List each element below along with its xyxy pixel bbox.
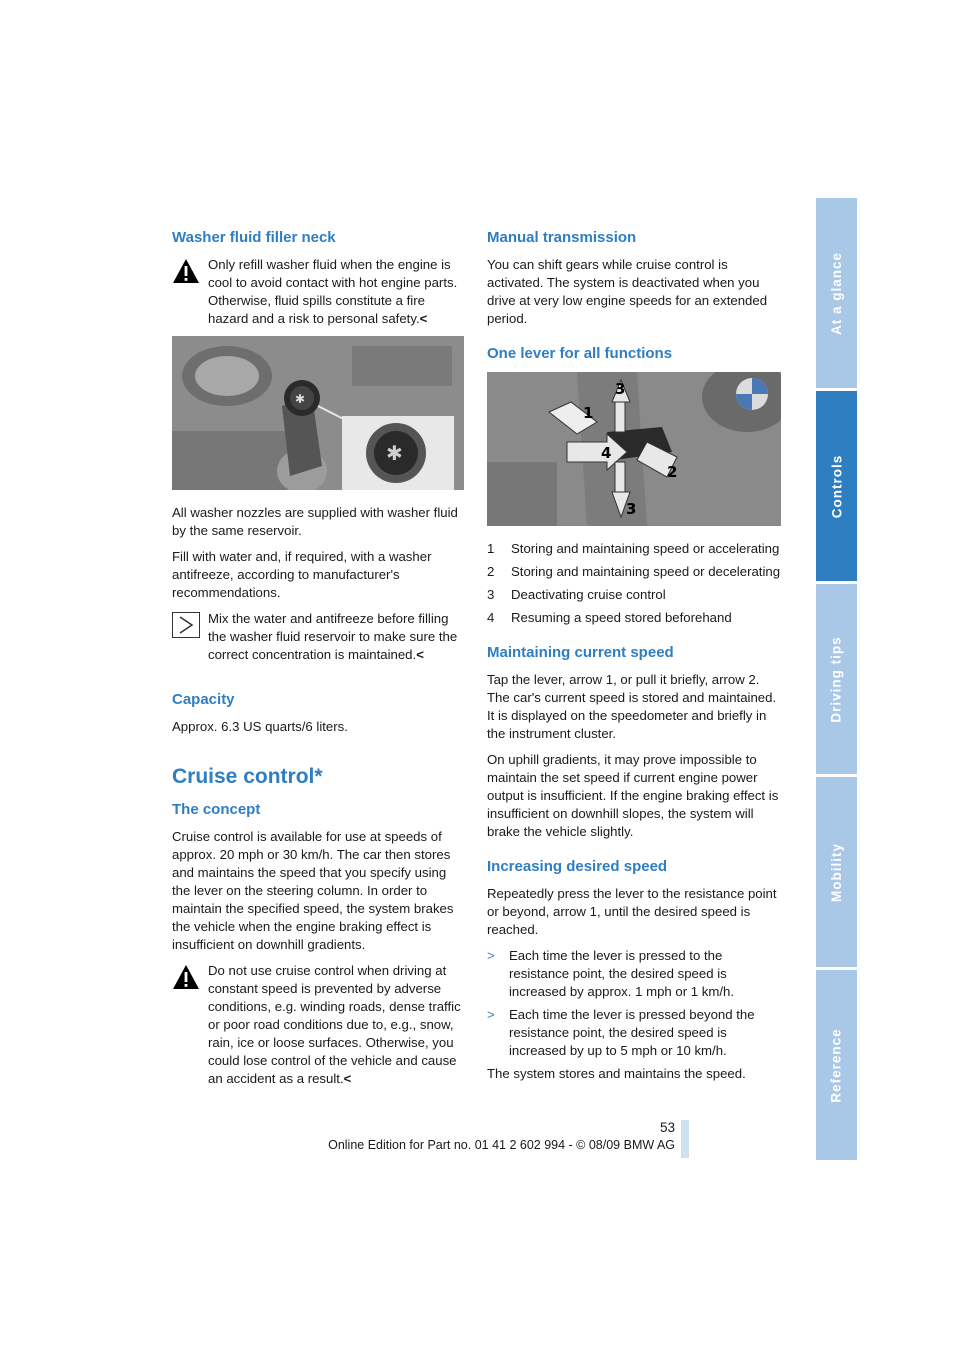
svg-text:✱: ✱: [386, 441, 403, 465]
mix-info-note: [172, 610, 464, 664]
cruise-lever-figure: [487, 372, 781, 526]
warning-icon: [172, 258, 200, 284]
increasing-speed-text: Repeatedly press the lever to the resistance point or beyond, arrow 1, until the desired speed is reached.: [487, 886, 777, 937]
figure-label-1: 1: [583, 404, 594, 422]
maintaining-speed-text: Tap the lever, arrow 1, or pull it briefly, arrow 2. The car's current speed is stored and maintained. It is displayed on the speedometer and briefly in the instrument cluster.: [487, 672, 777, 741]
tab-mobility[interactable]: Mobility: [816, 777, 857, 967]
maintaining-speed-heading: Maintaining current speed: [487, 644, 674, 661]
info-arrow-icon: [172, 612, 200, 638]
page-number: 53: [659, 1120, 675, 1135]
figure-label-3-top: 3: [615, 380, 626, 398]
capacity-text: Approx. 6.3 US quarts/6 liters.: [172, 719, 348, 734]
end-mark: <: [416, 647, 424, 662]
mix-note-text: Mix the water and antifreeze before filling the washer fluid reservoir to make sure the correct concentration is maintained.: [208, 611, 458, 662]
uphill-text: On uphill gradients, it may prove impossible to maintain the set speed if current engine power output is insufficient. If the engine braking effect is insufficient on downhill slopes, the system will brake the vehicle slightly.: [487, 752, 779, 839]
steering-lever-illustration: [487, 372, 781, 526]
cruise-warning-note: [172, 962, 464, 1088]
manual-transmission-heading: Manual transmission: [487, 229, 637, 246]
figure-label-3-bottom: 3: [626, 500, 637, 518]
concept-text: Cruise control is available for use at speeds of approx. 20 mph or 30 km/h. The car then stores and maintains the speed that you specify using the lever on the steering column. In order to maintain the specified speed, the system brakes the vehicle when the engine braking effect is insufficient on downhill gradients.: [172, 829, 454, 952]
list-item: > Each time the lever is pressed beyond the resistance point, the desired speed is increased by up to 5 mph or 10 km/h.: [487, 1007, 755, 1058]
capacity-heading: Capacity: [172, 691, 235, 708]
end-mark: <: [419, 311, 428, 326]
stores-text: The system stores and maintains the speed.: [487, 1066, 746, 1081]
tab-reference[interactable]: Reference: [816, 970, 857, 1160]
nozzles-text: All washer nozzles are supplied with washer fluid by the same reservoir.: [172, 505, 458, 538]
left-column: [172, 228, 464, 1096]
svg-text:✱: ✱: [295, 392, 306, 406]
cruise-warning-text: Do not use cruise control when driving at constant speed is prevented by adverse conditions, e.g. winding roads, dense traffic or poor road conditions due to, e.g., snow, rain, ice or loose surfaces. Otherwise, you could lose control of the vehicle and cause an accident as a result.: [208, 963, 461, 1086]
tab-controls[interactable]: Controls: [816, 391, 857, 581]
tab-at-a-glance[interactable]: At a glance: [816, 198, 857, 388]
fill-text: Fill with water and, if required, with a washer antifreeze, according to manufacturer's recommendations.: [172, 549, 432, 600]
manual-transmission-text: You can shift gears while cruise control is activated. The system is deactivated when you drive at very low engine speeds for an extended period.: [487, 257, 768, 326]
washer-warning-note: [172, 256, 464, 328]
washer-filler-neck-figure: [172, 336, 464, 490]
list-item: 1 Storing and maintaining speed or accelerating: [487, 541, 780, 556]
washer-warning-text: Only refill washer fluid when the engine is cool to avoid contact with hot engine parts. Otherwise, fluid spills constitute a fire hazard and a risk to personal safety.: [208, 257, 458, 326]
figure-label-2: 2: [667, 463, 678, 481]
washer-heading: Washer fluid filler neck: [172, 229, 336, 246]
list-item: 3 Deactivating cruise control: [487, 587, 666, 602]
edition-line: Online Edition for Part no. 01 41 2 602 994 - © 08/09 BMW AG: [328, 1138, 675, 1152]
end-mark: <: [343, 1071, 352, 1086]
one-lever-heading: One lever for all functions: [487, 345, 673, 362]
warning-icon: [172, 964, 200, 990]
concept-heading: The concept: [172, 801, 261, 818]
cruise-control-heading: Cruise control*: [172, 765, 323, 788]
footer-bar: [681, 1120, 689, 1158]
list-item: 4 Resuming a speed stored beforehand: [487, 610, 732, 625]
figure-label-4: 4: [601, 444, 612, 462]
tab-driving-tips[interactable]: Driving tips: [816, 584, 857, 774]
increasing-speed-heading: Increasing desired speed: [487, 858, 668, 875]
list-item: 2 Storing and maintaining speed or decelerating: [487, 564, 781, 579]
right-column: [487, 228, 783, 1091]
engine-bay-illustration: [172, 336, 464, 490]
list-item: > Each time the lever is pressed to the resistance point, the desired speed is increased by approx. 1 mph or 1 km/h.: [487, 948, 735, 999]
function-list: [487, 540, 783, 627]
